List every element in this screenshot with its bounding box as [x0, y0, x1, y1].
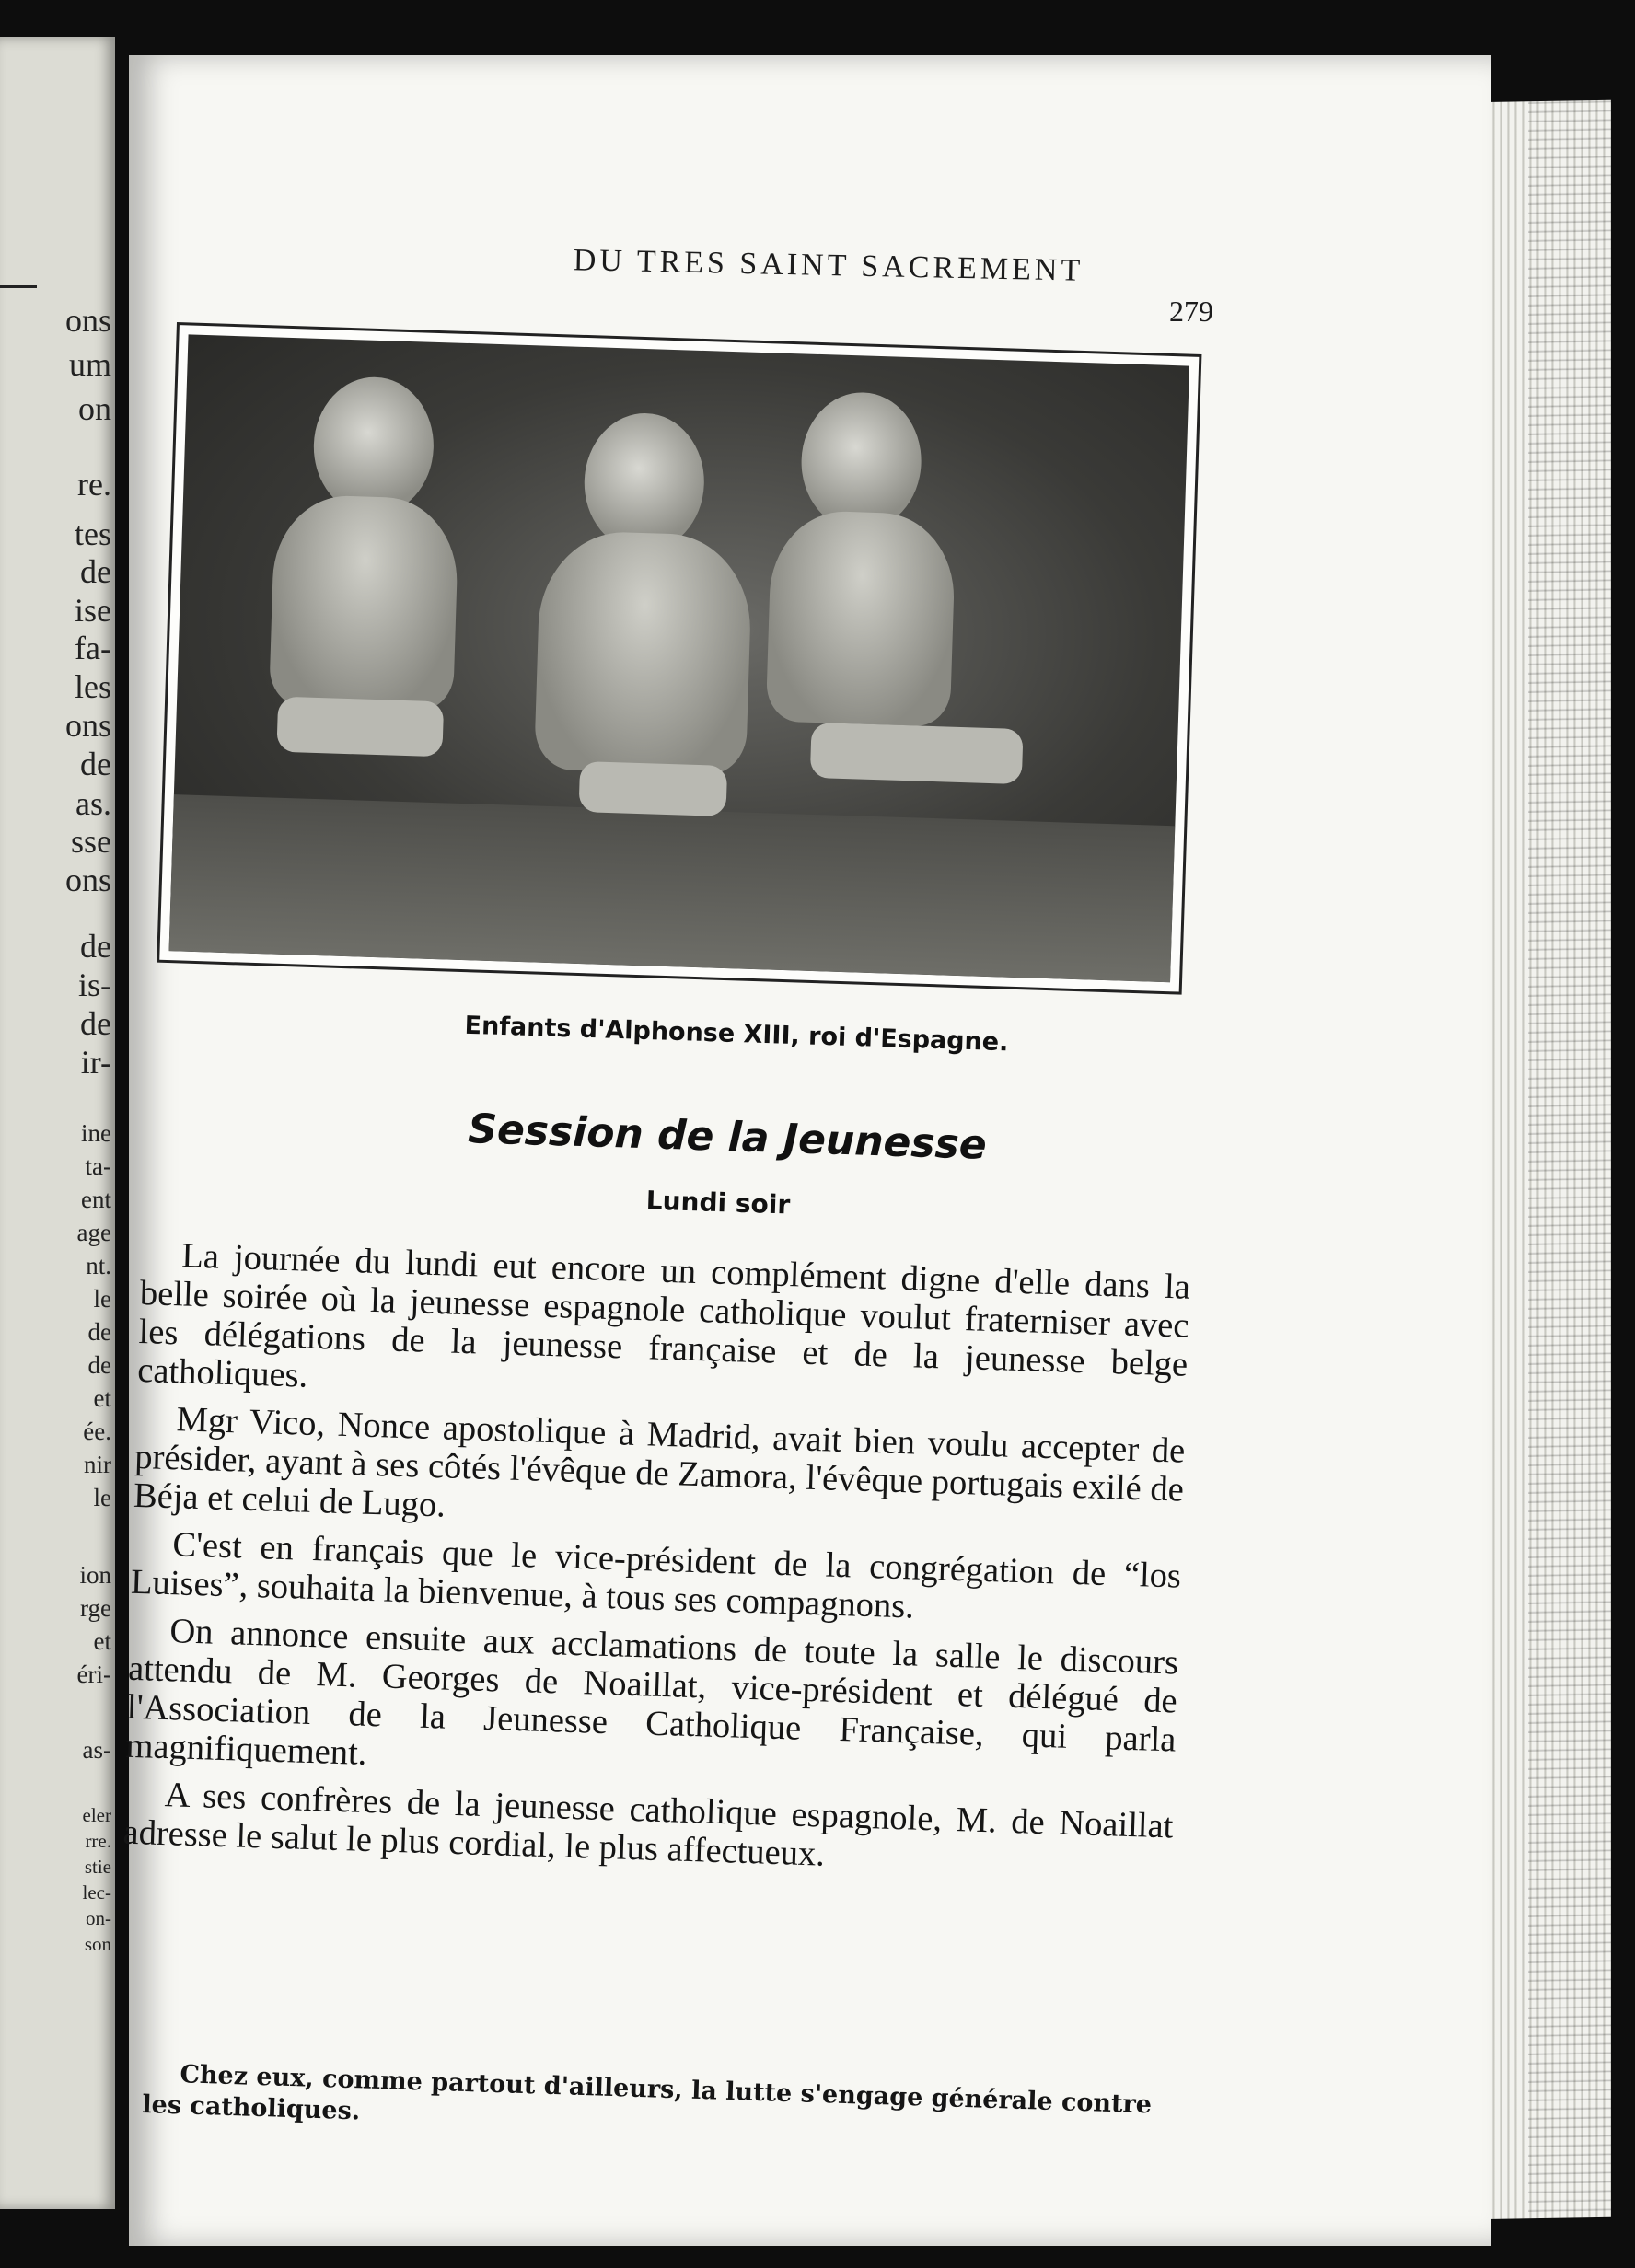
footnote: Chez eux, comme partout d'ailleurs, la lutte s'engage générale contre les catholiques.	[141, 2060, 1153, 2126]
photo-child-middle	[521, 410, 766, 896]
left-page-fragment: on	[78, 390, 111, 427]
left-page-fragment: ise	[75, 592, 111, 629]
left-page-fragment: as-	[82, 1736, 111, 1764]
left-page-fragment: ons	[64, 707, 111, 744]
running-head: DU TRES SAINT SACREMENT	[573, 243, 1084, 288]
left-page-fragment: re.	[77, 466, 111, 503]
paragraph: A ses confrères de la jeunesse catholique espagnole, M. de Noaillat adresse le salut le plus cordial, le plus affectueux.	[122, 1776, 1175, 1874]
left-page-fragment: de	[80, 553, 111, 590]
left-page-fragment: le	[93, 1484, 111, 1511]
left-page-fragment: nt.	[86, 1252, 111, 1279]
photo-image-children	[169, 334, 1190, 982]
left-page-rule	[0, 285, 37, 288]
left-page-fragment: ta-	[85, 1152, 111, 1180]
paragraph: On annonce ensuite aux acclamations de toute la salle le discours attendu de M. Georges de Noaillat, vice-président et délégué de l'Association de la Jeunesse Catholique Française, qui parla magnifiquement.	[124, 1612, 1179, 1773]
left-page-fragment: ée.	[83, 1418, 111, 1445]
left-page-fragment: rge	[80, 1594, 111, 1622]
left-page-fragment: et	[93, 1384, 111, 1412]
left-page-fragment: on-	[86, 1907, 111, 1929]
left-page-fragment: ent	[81, 1186, 111, 1213]
left-page-fragment: ons	[64, 862, 111, 898]
photo-child-left	[236, 364, 491, 887]
left-page-fragment: is-	[78, 966, 111, 1003]
left-page-fragment: lec-	[82, 1881, 111, 1904]
left-page-fragment: fa-	[75, 630, 111, 666]
left-page-fragment: les	[75, 668, 111, 705]
paragraph: La journée du lundi eut encore un complément digne d'elle dans la belle soirée où la jeunesse espagnole catholique voulut fraterniser avec les délégations de la jeunesse française et de la jeunesse belge catholiques.	[136, 1236, 1191, 1395]
left-page-fragment: de	[87, 1351, 111, 1379]
section-title: Session de la Jeunesse	[467, 1105, 988, 1169]
left-page-fragment: um	[68, 346, 111, 383]
left-page-fragment: tes	[75, 515, 111, 552]
left-page-fragment: de	[80, 928, 111, 965]
left-page-fragment: éri-	[76, 1660, 111, 1688]
left-page-fragment: ine	[81, 1119, 111, 1147]
left-page-fragment: as.	[75, 785, 111, 822]
paragraph: C'est en français que le vice-président de la congrégation de “los Luises”, souhaita la bienvenue, à tous ses compagnons.	[130, 1525, 1182, 1626]
book-page-edges	[1473, 100, 1611, 2220]
left-page-fragment: ion	[79, 1561, 111, 1589]
left-page-fragment: son	[84, 1933, 111, 1955]
paragraph: Mgr Vico, Nonce apostolique à Madrid, avait bien voulu accepter de présider, ayant à ses côtés l'évêque de Zamora, l'évêque portugais exilé de Béja et celui de Lugo.	[133, 1400, 1186, 1525]
body-text	[122, 1235, 1191, 1893]
left-page-fragment: de	[87, 1318, 111, 1346]
left-page-fragment: rre.	[85, 1830, 111, 1852]
left-page-fragment: de	[80, 1005, 111, 1042]
photo-child-right	[751, 389, 1043, 895]
left-page-fragment: eler	[82, 1804, 111, 1826]
section-subtitle: Lundi soir	[645, 1185, 791, 1221]
left-page-fragment: et	[93, 1627, 111, 1655]
photograph	[157, 322, 1201, 995]
left-page-fragment: le	[93, 1285, 111, 1313]
left-page-fragment: ons	[64, 302, 111, 339]
left-page-fragment: de	[80, 746, 111, 782]
left-page-fragment: stie	[84, 1856, 111, 1878]
photo-caption: Enfants d'Alphonse XIII, roi d'Espagne.	[464, 1011, 1009, 1058]
left-page-fragment: age	[76, 1219, 111, 1246]
left-page-fragment: sse	[71, 823, 111, 860]
facing-page-left	[0, 37, 115, 2209]
book-page	[122, 55, 1491, 2246]
page-number: 279	[1169, 295, 1213, 328]
left-page-fragment: nir	[84, 1451, 111, 1478]
left-page-fragment: ir-	[80, 1044, 111, 1081]
